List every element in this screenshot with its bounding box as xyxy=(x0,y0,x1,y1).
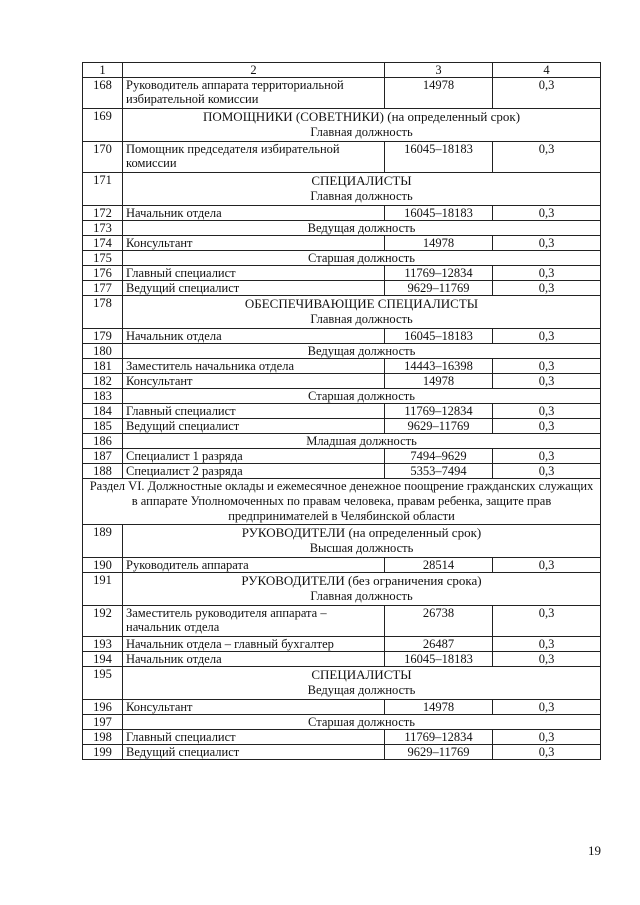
row-number: 173 xyxy=(83,221,123,236)
section-subtitle: Высшая должность xyxy=(309,541,414,555)
row-number: 170 xyxy=(83,142,123,173)
table-row xyxy=(83,652,601,667)
row-number: 194 xyxy=(83,652,123,667)
section-cell xyxy=(123,173,601,206)
salary-range: 11769–12834 xyxy=(385,404,493,419)
column-header: 1 xyxy=(83,63,123,78)
salary-range: 14978 xyxy=(385,78,493,109)
section-row xyxy=(83,573,601,606)
row-number: 175 xyxy=(83,251,123,266)
coefficient: 0,3 xyxy=(493,404,601,419)
table-row xyxy=(83,449,601,464)
table-row xyxy=(83,281,601,296)
row-number: 193 xyxy=(83,637,123,652)
salary-range: 9629–11769 xyxy=(385,281,493,296)
section-title: ОБЕСПЕЧИВАЮЩИЕ СПЕЦИАЛИСТЫ xyxy=(244,296,479,311)
coefficient: 0,3 xyxy=(493,78,601,109)
coefficient: 0,3 xyxy=(493,359,601,374)
section-title: РУКОВОДИТЕЛИ (на определенный срок) xyxy=(241,525,482,540)
salary-range: 9629–11769 xyxy=(385,419,493,434)
salary-table-body xyxy=(83,63,601,760)
coefficient: 0,3 xyxy=(493,637,601,652)
row-number: 169 xyxy=(83,109,123,142)
table-row xyxy=(83,558,601,573)
position-name: Начальник отдела xyxy=(123,329,385,344)
table-row xyxy=(83,464,601,479)
position-name: Консультант xyxy=(123,700,385,715)
row-number: 191 xyxy=(83,573,123,606)
section-row xyxy=(83,525,601,558)
salary-range: 16045–18183 xyxy=(385,329,493,344)
position-name: Заместитель начальника отдела xyxy=(123,359,385,374)
row-number: 183 xyxy=(83,389,123,404)
row-number: 177 xyxy=(83,281,123,296)
section-subtitle: Ведущая должность xyxy=(307,683,416,697)
group-row xyxy=(83,389,601,404)
row-number: 181 xyxy=(83,359,123,374)
salary-range: 7494–9629 xyxy=(385,449,493,464)
section-title: ПОМОЩНИКИ (СОВЕТНИКИ) (на определенный срок) xyxy=(202,109,521,124)
table-row xyxy=(83,206,601,221)
table-row xyxy=(83,700,601,715)
table-row xyxy=(83,745,601,760)
row-number: 179 xyxy=(83,329,123,344)
row-number: 188 xyxy=(83,464,123,479)
salary-range: 9629–11769 xyxy=(385,745,493,760)
coefficient: 0,3 xyxy=(493,449,601,464)
salary-range: 16045–18183 xyxy=(385,206,493,221)
section-row xyxy=(83,109,601,142)
table-row xyxy=(83,730,601,745)
row-number: 189 xyxy=(83,525,123,558)
salary-range: 14978 xyxy=(385,236,493,251)
section-cell xyxy=(123,109,601,142)
table-row xyxy=(83,78,601,109)
row-number: 190 xyxy=(83,558,123,573)
salary-range: 14443–16398 xyxy=(385,359,493,374)
row-number: 196 xyxy=(83,700,123,715)
section-subtitle: Главная должность xyxy=(310,589,413,603)
section-subtitle: Главная должность xyxy=(310,312,413,326)
row-number: 174 xyxy=(83,236,123,251)
table-row xyxy=(83,236,601,251)
section-cell xyxy=(123,667,601,700)
coefficient: 0,3 xyxy=(493,266,601,281)
coefficient: 0,3 xyxy=(493,374,601,389)
coefficient: 0,3 xyxy=(493,745,601,760)
part-row xyxy=(83,479,601,525)
salary-range: 11769–12834 xyxy=(385,730,493,745)
position-name: Специалист 2 разряда xyxy=(123,464,385,479)
row-number: 184 xyxy=(83,404,123,419)
row-number: 198 xyxy=(83,730,123,745)
group-row xyxy=(83,434,601,449)
row-number: 186 xyxy=(83,434,123,449)
table-row xyxy=(83,637,601,652)
position-name: Руководитель аппарата территориальной избирательной комиссии xyxy=(123,78,385,109)
table-row xyxy=(83,359,601,374)
salary-range: 28514 xyxy=(385,558,493,573)
column-header: 2 xyxy=(123,63,385,78)
section-cell xyxy=(123,573,601,606)
row-number: 178 xyxy=(83,296,123,329)
position-name: Консультант xyxy=(123,374,385,389)
row-number: 180 xyxy=(83,344,123,359)
group-title: Ведущая должность xyxy=(123,221,601,236)
salary-range: 14978 xyxy=(385,374,493,389)
group-row xyxy=(83,221,601,236)
page-number: 19 xyxy=(588,843,601,858)
row-number: 182 xyxy=(83,374,123,389)
table-row xyxy=(83,266,601,281)
group-row xyxy=(83,344,601,359)
salary-range: 14978 xyxy=(385,700,493,715)
position-name: Главный специалист xyxy=(123,730,385,745)
section-row xyxy=(83,667,601,700)
salary-range: 5353–7494 xyxy=(385,464,493,479)
group-title: Младшая должность xyxy=(123,434,601,449)
coefficient: 0,3 xyxy=(493,606,601,637)
column-header: 4 xyxy=(493,63,601,78)
row-number: 171 xyxy=(83,173,123,206)
group-title: Ведущая должность xyxy=(123,344,601,359)
section-row xyxy=(83,296,601,329)
table-row xyxy=(83,142,601,173)
coefficient: 0,3 xyxy=(493,700,601,715)
position-name: Помощник председателя избирательной комиссии xyxy=(123,142,385,173)
position-name: Ведущий специалист xyxy=(123,281,385,296)
coefficient: 0,3 xyxy=(493,730,601,745)
coefficient: 0,3 xyxy=(493,281,601,296)
position-name: Руководитель аппарата xyxy=(123,558,385,573)
group-title: Старшая должность xyxy=(123,389,601,404)
position-name: Заместитель руководителя аппарата – начальник отдела xyxy=(123,606,385,637)
section-subtitle: Главная должность xyxy=(310,125,413,139)
position-name: Начальник отдела xyxy=(123,652,385,667)
section-title: РУКОВОДИТЕЛИ (без ограничения срока) xyxy=(241,573,482,588)
group-row xyxy=(83,715,601,730)
coefficient: 0,3 xyxy=(493,558,601,573)
section-subtitle: Главная должность xyxy=(310,189,413,203)
coefficient: 0,3 xyxy=(493,142,601,173)
salary-range: 26738 xyxy=(385,606,493,637)
table-row xyxy=(83,404,601,419)
group-title: Старшая должность xyxy=(123,251,601,266)
section-cell xyxy=(123,525,601,558)
row-number: 187 xyxy=(83,449,123,464)
table-row xyxy=(83,419,601,434)
table-row xyxy=(83,329,601,344)
row-number: 192 xyxy=(83,606,123,637)
position-name: Главный специалист xyxy=(123,266,385,281)
salary-range: 11769–12834 xyxy=(385,266,493,281)
group-title: Старшая должность xyxy=(123,715,601,730)
position-name: Начальник отдела – главный бухгалтер xyxy=(123,637,385,652)
position-name: Специалист 1 разряда xyxy=(123,449,385,464)
table-row xyxy=(83,606,601,637)
position-name: Консультант xyxy=(123,236,385,251)
row-number: 195 xyxy=(83,667,123,700)
section-cell xyxy=(123,296,601,329)
section-row xyxy=(83,173,601,206)
section-title: СПЕЦИАЛИСТЫ xyxy=(311,667,412,682)
table-row xyxy=(83,374,601,389)
row-number: 176 xyxy=(83,266,123,281)
position-name: Начальник отдела xyxy=(123,206,385,221)
coefficient: 0,3 xyxy=(493,464,601,479)
group-row xyxy=(83,251,601,266)
position-name: Ведущий специалист xyxy=(123,745,385,760)
salary-range: 16045–18183 xyxy=(385,142,493,173)
coefficient: 0,3 xyxy=(493,419,601,434)
salary-range: 26487 xyxy=(385,637,493,652)
table-header-row xyxy=(83,63,601,78)
position-name: Главный специалист xyxy=(123,404,385,419)
column-header: 3 xyxy=(385,63,493,78)
row-number: 197 xyxy=(83,715,123,730)
part-title: Раздел VI. Должностные оклады и ежемесячное денежное поощрение гражданских служащих в аппарате Уполномоченных по правам человека, правам ребенка, защите прав предпринимателей в Челябинской области xyxy=(83,479,601,525)
row-number: 185 xyxy=(83,419,123,434)
coefficient: 0,3 xyxy=(493,652,601,667)
coefficient: 0,3 xyxy=(493,236,601,251)
coefficient: 0,3 xyxy=(493,206,601,221)
row-number: 172 xyxy=(83,206,123,221)
salary-table xyxy=(82,62,601,760)
section-title: СПЕЦИАЛИСТЫ xyxy=(311,173,412,188)
coefficient: 0,3 xyxy=(493,329,601,344)
position-name: Ведущий специалист xyxy=(123,419,385,434)
row-number: 168 xyxy=(83,78,123,109)
row-number: 199 xyxy=(83,745,123,760)
salary-range: 16045–18183 xyxy=(385,652,493,667)
